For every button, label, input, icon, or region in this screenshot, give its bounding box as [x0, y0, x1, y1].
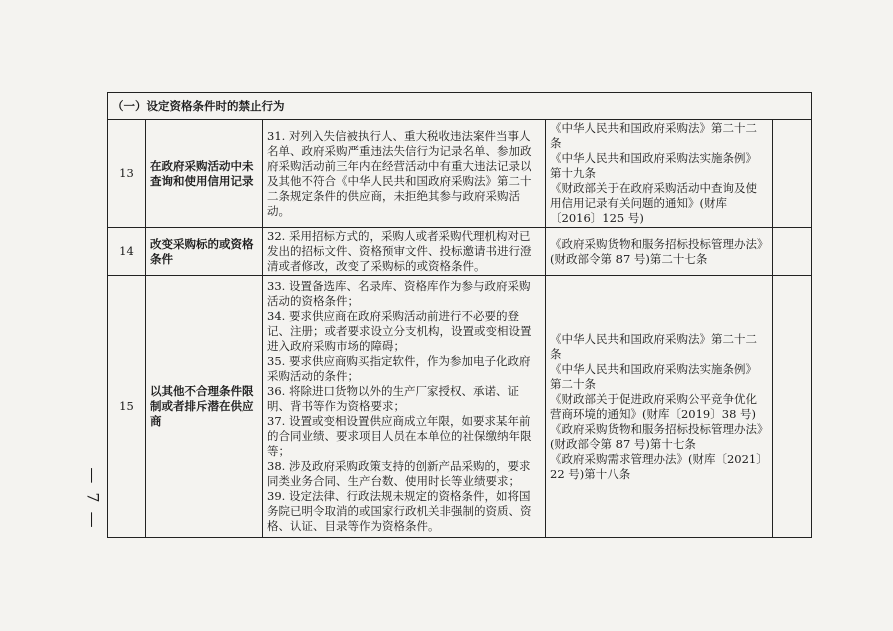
basis-line: 《中华人民共和国政府采购法》第二十二条 — [550, 331, 757, 361]
basis-line: 《政府采购货物和服务招标投标管理办法》(财政部令第 87 号)第十七条 — [550, 421, 763, 451]
remarks-cell — [773, 276, 812, 538]
table-row — [108, 120, 812, 228]
item-name: 改变采购标的或资格条件 — [146, 228, 263, 276]
description-line: 33. 设置备选库、名录库、资格库作为参与政府采购活动的资格条件； — [267, 279, 531, 308]
page-number — [82, 468, 104, 528]
basis-line: 《中华人民共和国政府采购法实施条例》第二十条 — [550, 361, 757, 391]
description-line: 35. 要求供应商购买指定软件，作为参加电子化政府采购活动的条件； — [267, 354, 531, 383]
item-description — [263, 120, 546, 228]
description-line: 36. 将除进口货物以外的生产厂家授权、承诺、证明、背书等作为资格要求； — [267, 384, 519, 413]
section-title: （一）设定资格条件时的禁止行为 — [108, 93, 812, 120]
basis-line: 《财政部关于促进政府采购公平竞争优化营商环境的通知》(财库〔2019〕38 号) — [550, 391, 757, 421]
description-line: 32. 采用招标方式的，采购人或者采购代理机构对已发出的招标文件、资格预审文件、投标邀请书进行澄清或者修改，改变了采购标的或资格条件。 — [267, 229, 532, 273]
description-line: 37. 设置或变相设置供应商成立年限，如要求某年前的合同业绩、要求项目人员在本单位的社保缴纳年限等； — [267, 414, 532, 458]
basis-line: 《政府采购货物和服务招标投标管理办法》(财政部令第 87 号)第二十七条 — [550, 236, 763, 266]
basis-line: 《中华人民共和国政府采购法实施条例》第十九条 — [550, 151, 757, 180]
description-line: 34. 要求供应商在政府采购活动前进行不必要的登记、注册；或者要求设立分支机构，设置或变相设置进入政府采购市场的障碍； — [267, 309, 532, 353]
basis-line: 《财政部关于在政府采购活动中查询及使用信用记录有关问题的通知》(财库〔2016〕125 号) — [550, 181, 757, 225]
basis-line: 《政府采购需求管理办法》(财库〔2021〕22 号)第十八条 — [550, 451, 768, 481]
item-description — [263, 228, 546, 276]
row-number: 13 — [108, 120, 146, 228]
section-header-row — [108, 93, 812, 120]
basis-line: 《中华人民共和国政府采购法》第二十二条 — [550, 121, 757, 150]
row-number: 15 — [108, 276, 146, 538]
legal-basis — [546, 120, 773, 228]
legal-basis — [546, 276, 773, 538]
description-line: 39. 设定法律、行政法规未规定的资格条件，如将国务院已明令取消的或国家行政机关非强制的资质、资格、认证、目录等作为资格条件。 — [267, 489, 532, 533]
page-number-text: — 7 — — [83, 466, 103, 530]
description-line: 38. 涉及政府采购政策支持的创新产品采购的，要求同类业务合同、生产台数、使用时长等业绩要求； — [267, 459, 531, 488]
item-name: 以其他不合理条件限制或者排斥潜在供应商 — [146, 276, 263, 538]
legal-basis — [546, 228, 773, 276]
description-line: 31. 对列入失信被执行人、重大税收违法案件当事人名单、政府采购严重违法失信行为记录名单、参加政府采购活动前三年内在经营活动中有重大违法记录以及其他不符合《中华人民共和国政府采购法》第二十二条规定条件的供应商，未拒绝其参与政府采购活动。 — [267, 128, 532, 218]
table-row — [108, 276, 812, 538]
item-name: 在政府采购活动中未查询和使用信用记录 — [146, 120, 263, 228]
prohibited-acts-table — [107, 92, 812, 538]
remarks-cell — [773, 120, 812, 228]
row-number: 14 — [108, 228, 146, 276]
remarks-cell — [773, 228, 812, 276]
table-row — [108, 228, 812, 276]
item-description — [263, 276, 546, 538]
